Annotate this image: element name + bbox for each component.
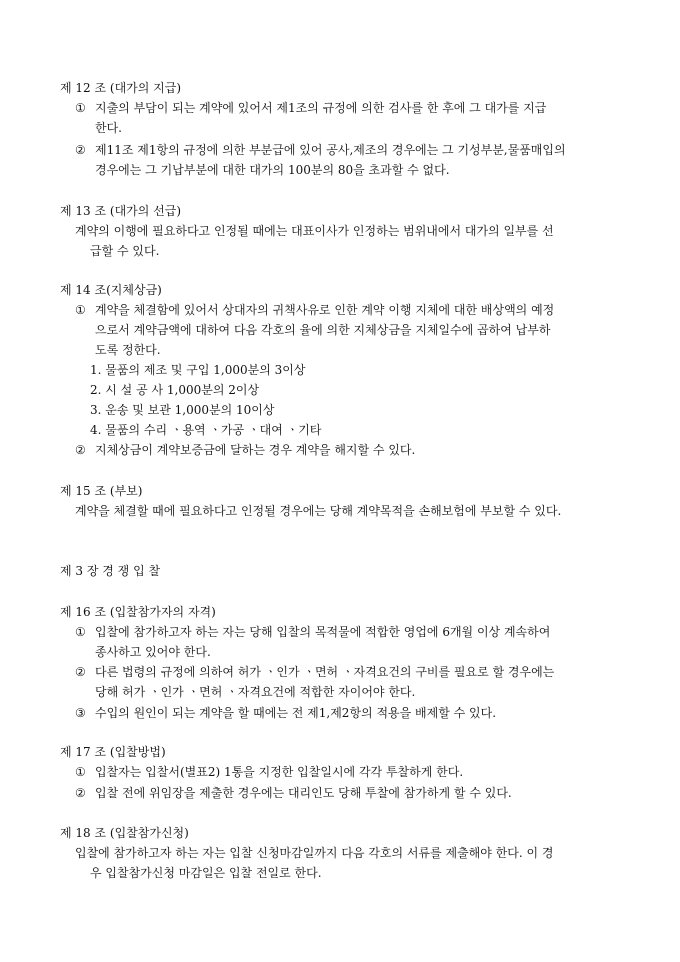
item-text: 지출의 부담이 되는 계약에 있어서 제1조의 규정에 의한 검사를 한 후에 그 대가를 지급 <box>95 101 547 115</box>
item-number: ① <box>75 625 86 639</box>
item-text: 입찰 전에 위임장을 제출한 경우에는 대리인도 당해 투찰에 참가하게 할 수 있다. <box>95 786 512 800</box>
article-14-subitem-3: 3. 운송 및 보관 1,000분의 10이상 <box>90 403 275 417</box>
article-18-body-line-1: 입찰에 참가하고자 하는 자는 입찰 신청마감일까지 다음 각호의 서류를 제출해야 한다. 이 경 <box>75 846 554 860</box>
article-14-subitem-1: 1. 물품의 제조 및 구입 1,000분의 3이상 <box>90 363 306 377</box>
article-12-item-1-cont: 한다. <box>95 121 122 135</box>
item-text: 입찰에 참가하고자 하는 자는 당해 입찰의 목적물에 적합한 영업에 6개월 이상 계속하여 <box>95 625 551 639</box>
item-text: 제11조 제1항의 규정에 의한 부분급에 있어 공사,제조의 경우에는 그 기성부분,물품매입의 <box>95 143 566 157</box>
article-14-subitem-2: 2. 시 설 공 사 1,000분의 2이상 <box>90 383 260 397</box>
article-17-item-2 <box>75 785 512 801</box>
item-number: ② <box>75 143 86 157</box>
article-16-item-2-cont: 당해 허가 ㆍ인가 ㆍ면허 ㆍ자격요건에 적합한 자이어야 한다. <box>95 685 416 699</box>
article-12-item-2-cont: 경우에는 그 기납부분에 대한 대가의 100분의 80을 초과할 수 없다. <box>95 163 450 177</box>
article-16-item-2 <box>75 664 554 680</box>
article-13-body-line-2: 급할 수 있다. <box>90 244 160 258</box>
article-16-title: 제 16 조 (입찰참가자의 자격) <box>60 605 216 619</box>
article-14-item-2 <box>75 442 415 458</box>
article-17-title: 제 17 조 (입찰방법) <box>60 745 166 759</box>
article-14-item-1-cont-1: 으로서 계약금액에 대하여 다음 각호의 율에 의한 지체상금을 지체일수에 곱하여 납부하 <box>95 323 551 337</box>
item-number: ② <box>75 786 86 800</box>
article-14-title: 제 14 조(지체상금) <box>60 283 162 297</box>
chapter-title: 제 3 장 경 쟁 입 찰 <box>60 564 161 578</box>
item-number: ① <box>75 101 86 115</box>
article-16-item-1 <box>75 624 550 640</box>
item-text: 입찰자는 입찰서(별표2) 1통을 지정한 입찰일시에 각각 투찰하게 한다. <box>95 765 464 779</box>
article-12-item-2 <box>75 142 566 158</box>
article-14-item-1 <box>75 302 554 318</box>
item-number: ② <box>75 443 86 457</box>
article-16-item-3 <box>75 705 496 721</box>
article-14-item-1-cont-2: 도록 정한다. <box>95 343 161 357</box>
article-17-item-1 <box>75 764 463 780</box>
item-text: 수입의 원인이 되는 계약을 할 때에는 전 제1,제2항의 적용을 배제할 수 있다. <box>95 706 497 720</box>
article-18-title: 제 18 조 (입찰참가신청) <box>60 826 189 840</box>
article-18-body-line-2: 우 입찰참가신청 마감일은 입찰 전일로 한다. <box>90 866 322 880</box>
article-13-body-line-1: 계약의 이행에 필요하다고 인정될 때에는 대표이사가 인정하는 범위내에서 대가의 일부를 선 <box>75 224 554 238</box>
item-text: 다른 법령의 규정에 의하여 허가 ㆍ인가 ㆍ면허 ㆍ자격요건의 구비를 필요로 할 경우에는 <box>95 665 555 679</box>
item-number: ① <box>75 765 86 779</box>
article-14-subitem-4: 4. 물품의 수리 ㆍ용역 ㆍ가공 ㆍ대여 ㆍ기타 <box>90 423 322 437</box>
article-15-title: 제 15 조 (부보) <box>60 484 143 498</box>
item-text: 지체상금이 계약보증금에 달하는 경우 계약을 해지할 수 있다. <box>95 443 416 457</box>
article-15-body: 계약을 체결할 때에 필요하다고 인정될 경우에는 당해 계약목적을 손해보험에 부보할 수 있다. <box>75 504 562 518</box>
item-number: ③ <box>75 706 86 720</box>
article-13-title: 제 13 조 (대가의 선급) <box>60 204 182 218</box>
item-number: ② <box>75 665 86 679</box>
item-number: ① <box>75 303 86 317</box>
article-16-item-1-cont: 종사하고 있어야 한다. <box>95 645 211 659</box>
item-text: 계약을 체결함에 있어서 상대자의 귀책사유로 인한 계약 이행 지체에 대한 배상액의 예정 <box>95 303 555 317</box>
article-12-item-1 <box>75 100 546 116</box>
article-12-title: 제 12 조 (대가의 지급) <box>60 81 182 95</box>
